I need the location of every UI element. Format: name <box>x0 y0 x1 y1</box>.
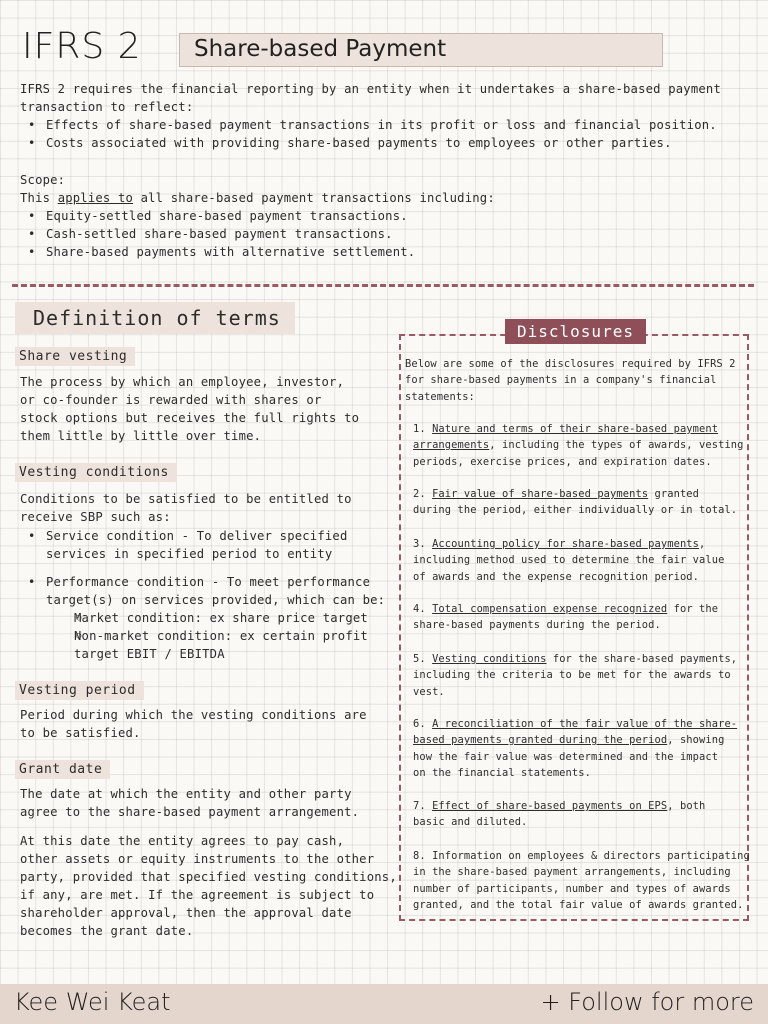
item-text: for the <box>667 603 719 615</box>
item-topic: Fair value of share-based payments <box>432 488 649 500</box>
item-number: 4. <box>413 603 433 615</box>
item-number: 1. <box>413 423 433 435</box>
definition-line: party, provided that specified vesting conditions, <box>20 870 397 884</box>
item-topic: Accounting policy for share-based payments <box>432 538 700 550</box>
item-number: 2. <box>413 488 433 500</box>
item-text: during the period, either individually or in total. <box>413 504 738 517</box>
definitions-heading: Definition of terms <box>15 302 295 334</box>
item-number: 7. <box>413 800 433 812</box>
performance-condition-line: • Performance condition - To meet performance <box>20 573 385 591</box>
disclosures-intro <box>405 356 736 405</box>
disclosure-item-4 <box>413 601 718 634</box>
share-vesting-definition <box>20 373 359 445</box>
market-condition: ○ Market condition: ex share price target <box>20 609 385 627</box>
follow-button[interactable]: + Follow for more <box>540 988 754 1016</box>
intro-bullet: • Effects of share-based payment transactions in its profit or loss and financial position. <box>20 116 721 134</box>
item-text: share-based payments during the period. <box>413 619 661 632</box>
performance-condition-line: target(s) on services provided, which can be: <box>46 593 386 607</box>
item-text: , both <box>667 800 706 812</box>
service-condition <box>20 527 348 563</box>
item-text: in the share-based payment arrangements, including <box>413 866 731 879</box>
item-text: , <box>699 538 706 550</box>
definition-line: Conditions to be satisfied to be entitled to <box>20 492 352 506</box>
item-topic: Effect of share-based payments on EPS <box>432 800 668 812</box>
disclosure-item-7 <box>413 798 705 831</box>
item-number: 6. <box>413 718 433 730</box>
term-vesting-period: Vesting period <box>15 681 144 700</box>
scope-bullet: • Equity-settled share-based payment transactions. <box>20 207 495 225</box>
item-text: periods, exercise prices, and expiration dates. <box>413 455 712 468</box>
definition-line: The date at which the entity and other party <box>20 787 352 801</box>
disclosure-item-6 <box>413 716 737 781</box>
scope-label: Scope: <box>20 173 66 187</box>
disclosure-item-5 <box>413 651 737 700</box>
disclosures-intro-line: statements: <box>405 390 475 403</box>
scope-applies-to: applies to <box>57 191 134 205</box>
item-text: , including the types of awards, vesting <box>489 439 744 452</box>
definition-line: Period during which the vesting conditions are <box>20 708 367 722</box>
intro-bullet: • Costs associated with providing share-based payments to employees or other parties. <box>20 134 721 152</box>
item-topic: arrangements <box>413 439 490 452</box>
item-topic: Vesting conditions <box>432 653 547 665</box>
item-text: vest. <box>413 685 445 698</box>
vesting-period-definition <box>20 706 367 742</box>
definition-line: receive SBP such as: <box>20 510 171 524</box>
author-name: Kee Wei Keat <box>14 988 171 1016</box>
definition-line: shareholder approval, then the approval date <box>20 906 352 920</box>
definition-line: At this date the entity agrees to pay cash, <box>20 834 345 848</box>
definition-line: if any, are met. If the agreement is subject to <box>20 888 375 902</box>
definition-line: to be satisfied. <box>20 726 141 740</box>
definition-line: The process by which an employee, investor, <box>20 375 345 389</box>
item-number: 8. <box>413 850 433 862</box>
page-title: IFRS 2 <box>22 26 142 67</box>
item-text: including the criteria to be met for the awards to <box>413 669 731 682</box>
definition-line: becomes the grant date. <box>20 924 194 938</box>
scope-section <box>20 171 495 261</box>
scope-line <box>20 189 495 207</box>
vesting-conditions-definition <box>20 490 352 526</box>
scope-bullet: • Share-based payments with alternative settlement. <box>20 243 495 261</box>
item-text: on the financial statements. <box>413 766 591 779</box>
item-number: 5. <box>413 653 433 665</box>
item-text: granted, and the total fair value of awards granted. <box>413 898 744 911</box>
page-subtitle: Share-based Payment <box>194 36 447 62</box>
disclosure-item-1 <box>413 421 744 470</box>
item-number: 3. <box>413 538 433 550</box>
item-text: basic and diluted. <box>413 816 528 829</box>
item-text: , showing <box>667 734 725 747</box>
definition-line: other assets or equity instruments to the other <box>20 852 375 866</box>
grant-date-details <box>20 832 397 940</box>
term-grant-date: Grant date <box>15 760 110 779</box>
item-topic: A reconciliation of the fair value of the share- <box>432 718 738 730</box>
term-vesting-conditions: Vesting conditions <box>15 463 177 482</box>
item-text: granted <box>648 488 700 500</box>
intro-line: transaction to reflect: <box>20 100 194 114</box>
term-share-vesting: Share vesting <box>15 347 135 366</box>
non-market-condition: ○ Non-market condition: ex certain profit <box>20 627 385 645</box>
service-condition-line: services in specified period to entity <box>46 547 333 561</box>
scope-line-pre: This <box>20 191 58 205</box>
non-market-condition-cont: target EBIT / EBITDA <box>74 647 225 661</box>
disclosures-intro-line: Below are some of the disclosures required by IFRS 2 <box>405 358 736 370</box>
scope-line-post: all share-based payment transactions including: <box>133 191 495 205</box>
definition-line: or co-founder is rewarded with shares or <box>20 393 322 407</box>
definition-line: stock options but receives the full rights to <box>20 411 360 425</box>
disclosures-intro-line: for share-based payments in a company's financial <box>405 374 717 387</box>
item-text: number of participants, number and types of awards <box>413 882 731 895</box>
item-topic: based payments granted during the period <box>413 734 668 747</box>
performance-condition <box>20 573 385 663</box>
grant-date-definition <box>20 785 359 821</box>
definition-line: agree to the share-based payment arrangement. <box>20 805 360 819</box>
disclosure-item-3 <box>413 536 724 585</box>
item-text: including method used to determine the fair value <box>413 554 725 567</box>
item-text: Information on employees & directors participating <box>432 850 750 862</box>
disclosure-item-2 <box>413 486 737 519</box>
disclosure-item-8 <box>413 848 750 913</box>
section-divider <box>12 284 754 287</box>
item-topic: Nature and terms of their share-based payment <box>432 423 719 435</box>
item-text: for the share-based payments, <box>546 653 738 665</box>
intro-line: IFRS 2 requires the financial reporting by an entity when it undertakes a share-based payment <box>20 82 721 96</box>
service-condition-line: • Service condition - To deliver specified <box>20 527 348 545</box>
intro-section <box>20 80 721 152</box>
item-text: how the fair value was determined and the impact <box>413 750 719 763</box>
definition-line: them little by little over time. <box>20 429 262 443</box>
item-text: of awards and the expense recognition period. <box>413 570 700 583</box>
disclosures-heading: Disclosures <box>505 319 646 344</box>
item-topic: Total compensation expense recognized <box>432 603 668 615</box>
scope-bullet: • Cash-settled share-based payment transactions. <box>20 225 495 243</box>
